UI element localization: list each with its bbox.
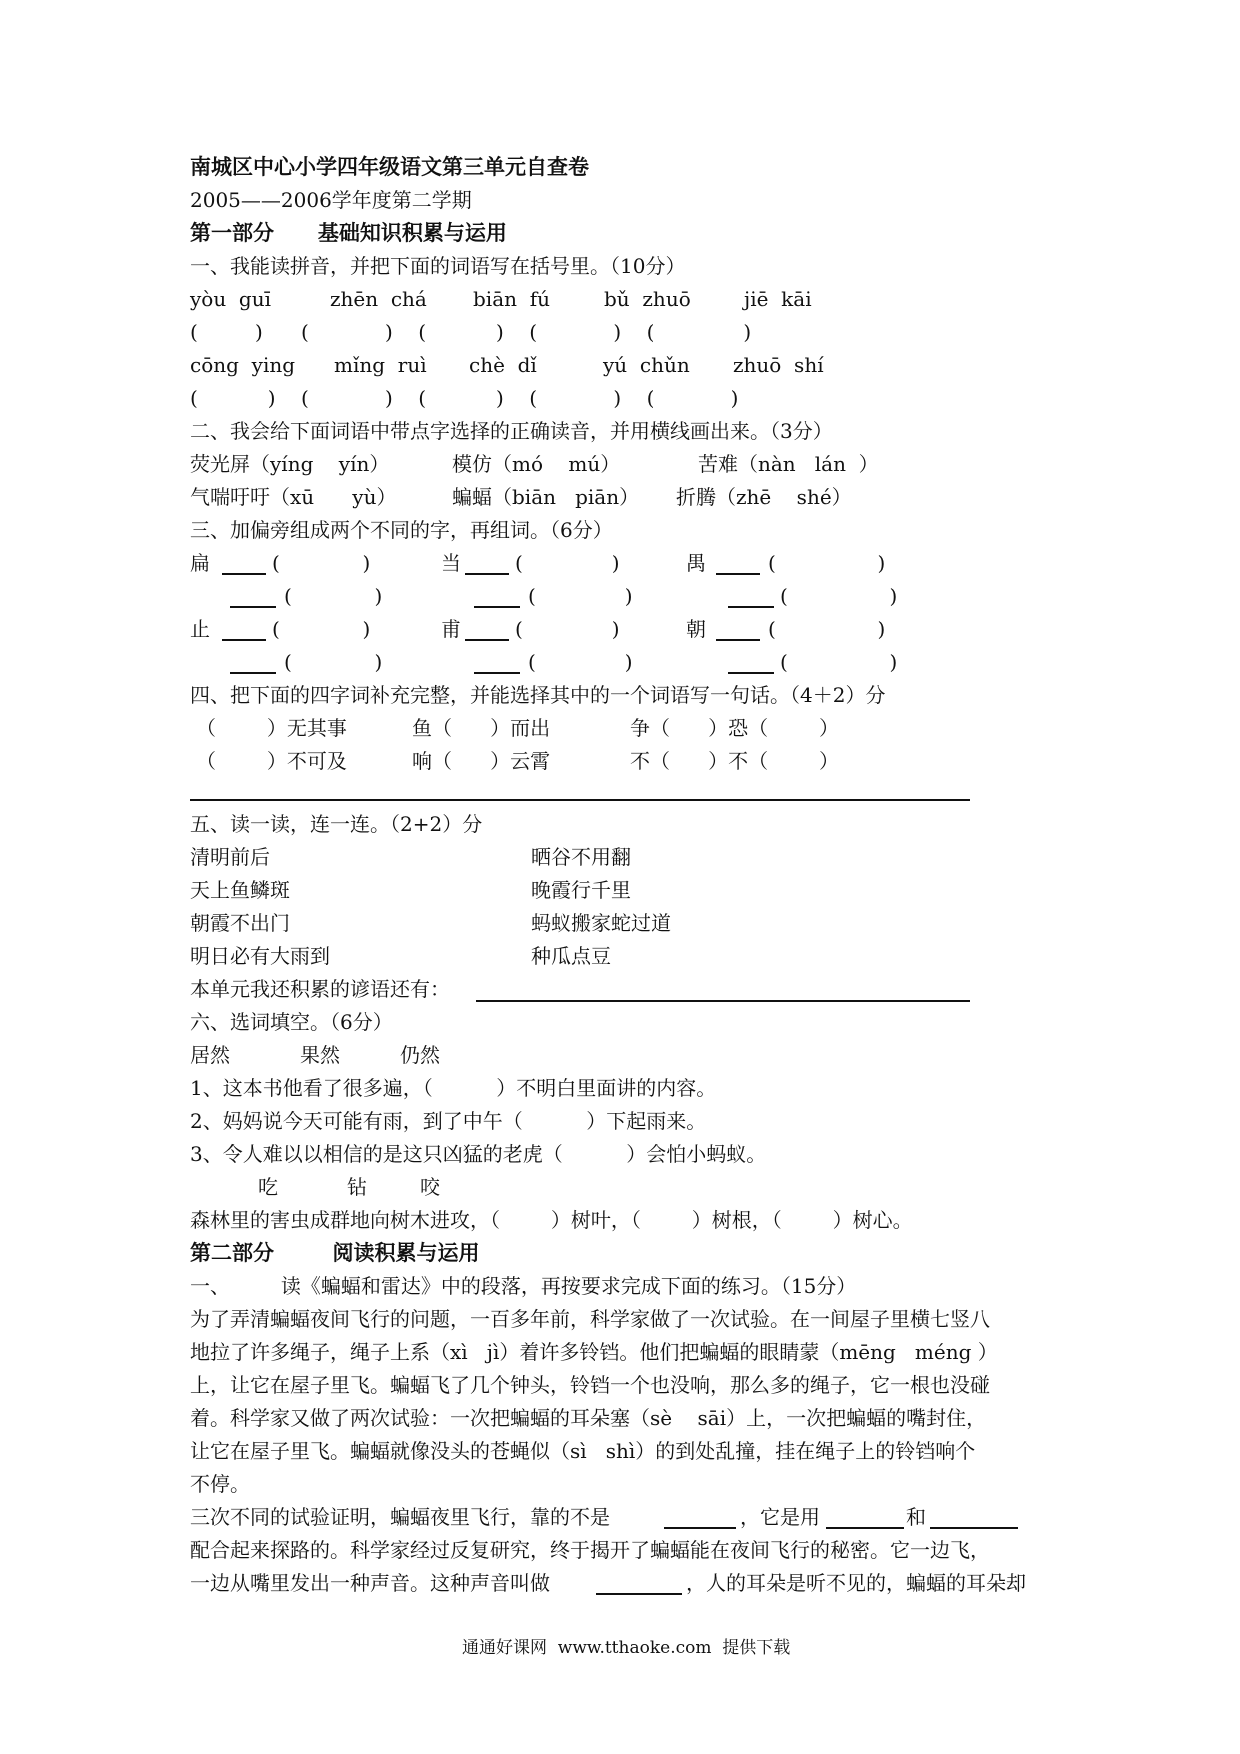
pinyin-item: bǔ zhuō bbox=[604, 287, 691, 311]
passage-line: 地拉了许多绳子，绳子上系（xì jì）着许多铃铛。他们把蝙蝠的眼睛蒙（mēng méng ） bbox=[190, 1340, 998, 1364]
answer-brackets: ( ) bbox=[768, 551, 886, 575]
radical-char: 朝 bbox=[686, 617, 706, 641]
passage-line: 一边从嘴里发出一种声音。这种声音叫做 bbox=[190, 1571, 550, 1595]
reading-choice: 气喘吁吁（xū yù） bbox=[190, 485, 397, 509]
q2-prompt: 二、我会给下面词语中带点字选择的正确读音，并用横线画出来。（3分） bbox=[190, 419, 833, 443]
worksheet-title: 南城区中心小学四年级语文第三单元自查卷 bbox=[190, 154, 589, 179]
answer-blank bbox=[222, 639, 266, 641]
q3-prompt: 三、加偏旁组成两个不同的字，再组词。（6分） bbox=[190, 518, 613, 542]
answer-brackets: ( ) bbox=[272, 551, 371, 575]
pinyin-item: yú chǔn bbox=[603, 353, 690, 377]
passage-line: 让它在屋子里飞。蝙蝠就像没头的苍蝇似（sì shì）的到处乱撞，挂在绳子上的铃铛响个 bbox=[190, 1439, 976, 1463]
word-choice: 钻 bbox=[347, 1175, 367, 1199]
radical-char: 甫 bbox=[441, 617, 461, 641]
proverb-right: 蚂蚁搬家蛇过道 bbox=[531, 911, 671, 935]
fill-sentence: 2、妈妈说今天可能有雨，到了中午（ ）下起雨来。 bbox=[190, 1109, 707, 1133]
extra-proverbs-label: 本单元我还积累的谚语还有： bbox=[190, 977, 450, 1001]
part2-heading: 第二部分 阅读积累与运用 bbox=[190, 1240, 480, 1265]
pinyin-item: zhuō shí bbox=[733, 353, 824, 377]
answer-blank bbox=[230, 672, 276, 674]
proverb-right: 晚霞行千里 bbox=[531, 878, 631, 902]
answer-blank bbox=[728, 672, 774, 674]
answer-blank bbox=[826, 1527, 904, 1529]
answer-blank bbox=[474, 606, 520, 608]
answer-brackets: ( ) ( ) ( ) ( ) ( ) bbox=[190, 320, 752, 344]
reading-choice: 模仿（mó mú） bbox=[452, 452, 621, 476]
pinyin-item: yòu guī bbox=[190, 287, 272, 311]
word-choice: 果然 bbox=[300, 1043, 340, 1067]
passage-line: 不停。 bbox=[190, 1472, 250, 1496]
answer-brackets: ( ) bbox=[780, 584, 898, 608]
passage-line: ，它是用 bbox=[740, 1505, 820, 1529]
answer-brackets: ( ) bbox=[528, 584, 633, 608]
pinyin-item: chè dǐ bbox=[469, 353, 537, 377]
answer-brackets: ( ) bbox=[528, 650, 633, 674]
answer-blank bbox=[716, 573, 760, 575]
proverb-right: 晒谷不用翻 bbox=[531, 845, 631, 869]
proverb-left: 天上鱼鳞斑 bbox=[190, 878, 290, 902]
fill-sentence: 3、令人难以以相信的是这只凶猛的老虎（ ）会怕小蚂蚁。 bbox=[190, 1142, 767, 1166]
idiom-item: 鱼（ ）而出 bbox=[412, 716, 551, 740]
answer-brackets: ( ) bbox=[515, 617, 620, 641]
sentence-answer-line bbox=[190, 799, 970, 801]
radical-char: 扁 bbox=[190, 551, 210, 575]
fill-sentence: 森林里的害虫成群地向树木进攻，（ ）树叶，（ ）树根，（ ）树心。 bbox=[190, 1208, 913, 1232]
extra-proverbs-line bbox=[476, 1000, 970, 1002]
q6-prompt: 六、选词填空。（6分） bbox=[190, 1010, 393, 1034]
passage-line: 为了弄清蝙蝠夜间飞行的问题，一百多年前，科学家做了一次试验。在一间屋子里横七竖八 bbox=[190, 1307, 990, 1331]
reading-choice: 荧光屏（yíng yín） bbox=[190, 452, 390, 476]
answer-blank bbox=[465, 573, 509, 575]
idiom-item: （ ）无其事 bbox=[196, 716, 347, 740]
answer-blank bbox=[474, 672, 520, 674]
answer-blank bbox=[664, 1527, 736, 1529]
q4-prompt: 四、把下面的四字词补充完整，并能选择其中的一个词语写一句话。（4＋2）分 bbox=[190, 683, 886, 707]
passage-line: 和 bbox=[906, 1505, 926, 1529]
answer-brackets: ( ) bbox=[780, 650, 898, 674]
reading-prompt: 一、 读《蝙蝠和雷达》中的段落，再按要求完成下面的练习。（15分） bbox=[190, 1274, 857, 1298]
word-choice: 居然 bbox=[190, 1043, 230, 1067]
answer-blank bbox=[230, 606, 276, 608]
q1-prompt: 一、我能读拼音，并把下面的词语写在括号里。（10分） bbox=[190, 254, 686, 278]
pinyin-item: zhēn chá bbox=[330, 287, 427, 311]
answer-brackets: ( ) bbox=[515, 551, 620, 575]
passage-line: 三次不同的试验证明，蝙蝠夜里飞行，靠的不是 bbox=[190, 1505, 610, 1529]
idiom-item: 争（ ）恐（ ） bbox=[630, 716, 840, 740]
pinyin-item: mǐng ruì bbox=[334, 353, 427, 377]
answer-brackets: ( ) bbox=[768, 617, 886, 641]
word-choice: 咬 bbox=[420, 1175, 440, 1199]
reading-choice: 蝙蝠（biān piān） bbox=[452, 485, 640, 509]
q5-prompt: 五、读一读，连一连。（2+2）分 bbox=[190, 812, 483, 836]
idiom-item: 响（ ）云霄 bbox=[412, 749, 551, 773]
answer-blank bbox=[596, 1593, 682, 1595]
footer-source: 通通好课网 www.tthaoke.com 提供下载 bbox=[462, 1638, 791, 1658]
fill-sentence: 1、这本书他看了很多遍，（ ）不明白里面讲的内容。 bbox=[190, 1076, 717, 1100]
passage-line: 着。科学家又做了两次试验：一次把蝙蝠的耳朵塞（sè sāi）上，一次把蝙蝠的嘴封住， bbox=[190, 1406, 987, 1430]
answer-blank bbox=[728, 606, 774, 608]
idiom-item: （ ）不可及 bbox=[196, 749, 347, 773]
proverb-left: 清明前后 bbox=[190, 845, 270, 869]
passage-line: 上，让它在屋子里飞。蝙蝠飞了几个钟头，铃铛一个也没响，那么多的绳子，它一根也没碰 bbox=[190, 1373, 990, 1397]
word-choice: 仍然 bbox=[400, 1043, 440, 1067]
answer-blank bbox=[222, 573, 266, 575]
pinyin-item: biān fú bbox=[473, 287, 551, 311]
passage-line: ，人的耳朵是听不见的，蝙蝠的耳朵却 bbox=[686, 1571, 1026, 1595]
answer-blank bbox=[465, 639, 509, 641]
passage-line: 配合起来探路的。科学家经过反复研究，终于揭开了蝙蝠能在夜间飞行的秘密。它一边飞， bbox=[190, 1538, 990, 1562]
reading-choice: 折腾（zhē shé） bbox=[676, 485, 852, 509]
part1-heading: 第一部分 基础知识积累与运用 bbox=[190, 220, 507, 245]
answer-blank bbox=[716, 639, 760, 641]
radical-char: 当 bbox=[441, 551, 461, 575]
word-choice: 吃 bbox=[258, 1175, 278, 1199]
pinyin-item: cōng ying bbox=[190, 353, 296, 377]
reading-choice: 苦难（nàn lán ） bbox=[698, 452, 879, 476]
proverb-left: 明日必有大雨到 bbox=[190, 944, 330, 968]
pinyin-item: jiē kāi bbox=[744, 287, 812, 311]
proverb-right: 种瓜点豆 bbox=[531, 944, 611, 968]
answer-brackets: ( ) bbox=[284, 584, 383, 608]
radical-char: 止 bbox=[190, 617, 210, 641]
answer-brackets: ( ) ( ) ( ) ( ) ( ) bbox=[190, 386, 739, 410]
idiom-item: 不（ ）不（ ） bbox=[630, 749, 840, 773]
answer-blank bbox=[930, 1527, 1018, 1529]
radical-char: 禺 bbox=[686, 551, 706, 575]
school-term: 2005——2006学年度第二学期 bbox=[190, 188, 472, 212]
answer-brackets: ( ) bbox=[284, 650, 383, 674]
answer-brackets: ( ) bbox=[272, 617, 371, 641]
proverb-left: 朝霞不出门 bbox=[190, 911, 290, 935]
